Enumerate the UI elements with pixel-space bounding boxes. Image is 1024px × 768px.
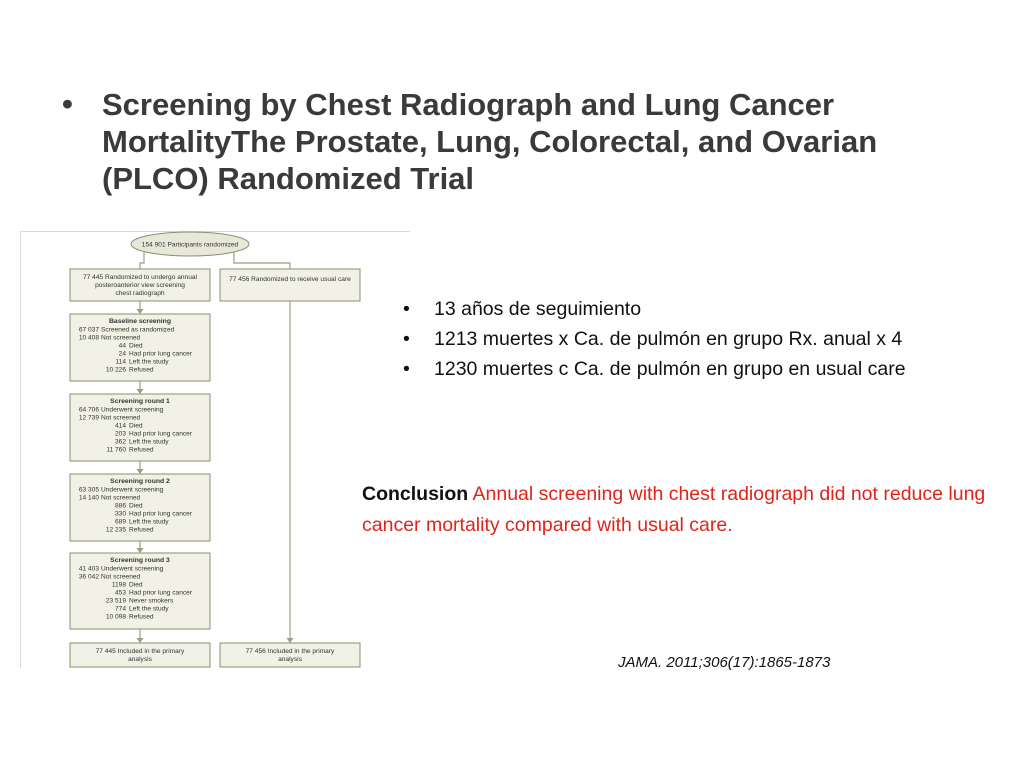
round1-row5-label: Refused <box>129 446 154 454</box>
round0-row5-label: Refused <box>129 366 154 374</box>
round2-row3-label: Had prior lung cancer <box>129 510 193 518</box>
finding-item <box>403 354 906 384</box>
final-screen-line-2: analysis <box>128 656 152 663</box>
round0-row2-label: Died <box>129 342 143 350</box>
arrowhead-round3 <box>137 548 144 553</box>
conclusion-block <box>362 479 1002 541</box>
round0-row0-label: Screened as randomized <box>101 326 175 334</box>
final-screen-box <box>70 643 210 667</box>
finding-item <box>403 324 906 354</box>
round0-row1-label: Not screened <box>101 334 141 342</box>
round3-row0-count: 41 403 <box>78 565 99 573</box>
arrowhead-round0 <box>137 309 144 314</box>
finding-text: 13 años de seguimiento <box>434 298 642 320</box>
round0-row5-count: 10 226 <box>105 366 126 374</box>
round2-row1-label: Not screened <box>101 494 141 502</box>
round0-row4-label: Left the study <box>129 358 169 366</box>
round1-row3-label: Had prior lung cancer <box>129 430 193 438</box>
round0-row4-count: 114 <box>115 358 126 366</box>
round3-row4-count: 23 519 <box>105 597 126 605</box>
round3-row2-label: Died <box>129 581 143 589</box>
round0-row3-label: Had prior lung cancer <box>129 350 193 358</box>
arrowhead-round2 <box>137 469 144 474</box>
findings-list <box>403 294 906 384</box>
arrowhead-final-usual <box>287 638 294 643</box>
arm-screen-line-3: chest radiograph <box>115 290 165 297</box>
round1-row0-count: 64 706 <box>78 406 99 414</box>
connector-oval-screen <box>140 252 144 269</box>
round3-row3-label: Had prior lung cancer <box>129 589 193 597</box>
conclusion-label: Conclusion <box>362 483 469 505</box>
round1-row0-label: Underwent screening <box>101 406 164 414</box>
round0-row0-count: 67 037 <box>78 326 99 334</box>
round1-row4-count: 362 <box>114 438 126 446</box>
bullet-dot: • <box>403 298 410 320</box>
round3-row2-count: 1198 <box>111 581 126 589</box>
title-bullet: • <box>62 86 73 121</box>
round0-title: Baseline screening <box>109 318 171 325</box>
arrowhead-round1 <box>137 389 144 394</box>
round3-row3-count: 453 <box>114 589 126 597</box>
round3-row5-label: Left the study <box>129 605 169 613</box>
finding-text: 1230 muertes c Ca. de pulmón en grupo en usual care <box>434 358 906 380</box>
round0-row3-count: 24 <box>118 350 126 358</box>
finding-item <box>403 294 906 324</box>
round3-row1-label: Not screened <box>101 573 141 581</box>
round2-row0-count: 63 305 <box>78 486 99 494</box>
round2-row2-label: Died <box>129 502 143 510</box>
round1-row1-label: Not screened <box>101 414 141 422</box>
round2-row3-count: 330 <box>114 510 126 518</box>
round2-row1-count: 14 140 <box>78 494 99 502</box>
round1-row4-label: Left the study <box>129 438 169 446</box>
round2-row4-label: Left the study <box>129 518 169 526</box>
round1-row2-count: 414 <box>114 422 126 430</box>
arm-usual-label: 77 456 Randomized to receive usual care <box>229 276 351 283</box>
conclusion-text: Annual screening with chest radiograph did not reduce lung cancer mortality compared with usual care. <box>362 483 986 536</box>
round3-title: Screening round 3 <box>110 557 170 564</box>
citation: JAMA. 2011;306(17):1865-1873 <box>618 654 831 671</box>
round3-row4-label: Never smokers <box>129 597 174 605</box>
round3-row0-label: Underwent screening <box>101 565 164 573</box>
round3-row5-count: 774 <box>114 605 126 613</box>
arm-screen-line-1: 77 445 Randomized to undergo annual <box>82 274 198 281</box>
arm-screen-line-2: posteroanterior view screening <box>95 282 185 289</box>
round2-row5-label: Refused <box>129 526 154 534</box>
final-usual-line-2: analysis <box>278 656 302 663</box>
finding-text: 1213 muertes x Ca. de pulmón en grupo Rx. anual x 4 <box>434 328 903 350</box>
plco-flowchart <box>20 228 410 668</box>
round1-row3-count: 203 <box>114 430 126 438</box>
round1-row1-count: 12 739 <box>78 414 99 422</box>
final-usual-line-1: 77 456 Included in the primary <box>245 648 335 655</box>
round3-row1-count: 36 042 <box>78 573 99 581</box>
round2-row5-count: 12 235 <box>105 526 126 534</box>
bullet-dot: • <box>403 358 410 380</box>
round0-row1-count: 10 408 <box>78 334 99 342</box>
arm-usual-box <box>220 269 360 301</box>
bullet-dot: • <box>403 328 410 350</box>
round0-row2-count: 44 <box>118 342 126 350</box>
round1-row2-label: Died <box>129 422 143 430</box>
final-usual-box <box>220 643 360 667</box>
connector-oval-usual <box>234 252 290 269</box>
arrowhead-final-screen <box>137 638 144 643</box>
randomized-label: 154 901 Participants randomized <box>141 241 239 249</box>
slide-title: Screening by Chest Radiograph and Lung Cancer MortalityThe Prostate, Lung, Colorectal, and Ovarian (PLCO) Randomized Trial <box>102 87 878 196</box>
round2-row2-count: 886 <box>114 502 126 510</box>
round1-title: Screening round 1 <box>110 398 170 405</box>
final-screen-line-1: 77 445 Included in the primary <box>95 648 185 655</box>
round1-row5-count: 11 760 <box>106 446 126 454</box>
round3-row6-label: Refused <box>129 613 154 621</box>
round2-title: Screening round 2 <box>110 478 170 485</box>
round3-row6-count: 10 098 <box>105 613 126 621</box>
round2-row0-label: Underwent screening <box>101 486 164 494</box>
round2-row4-count: 689 <box>114 518 126 526</box>
